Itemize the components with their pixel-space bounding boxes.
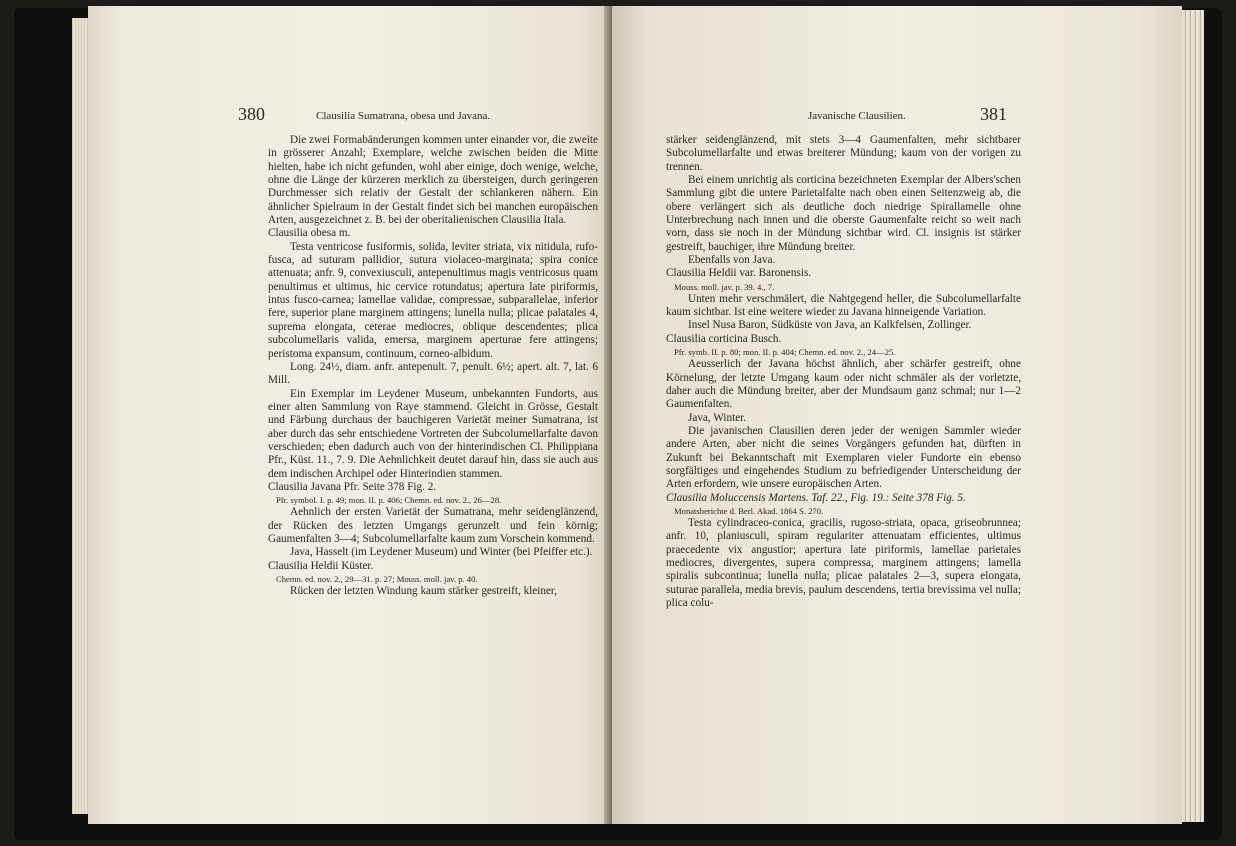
left-page-number: 380 (238, 104, 265, 124)
reference-line: Pfr. symb. II. p. 80; mon. II. p. 404; Chemn. ed. nov. 2., 24—25. (674, 347, 896, 358)
right-body-text (666, 134, 1021, 610)
paragraph: Testa cylindraceo-conica, gracilis, rugoso-striata, opaca, griseobrunnea; anfr. 10, planiusculi, spiram regulariter attenuatam efficientes, ultimus praecedente vix angustior; apertura late piriformis, lamellae parietales mediocres, divergentes, supera compressa, marginem attingens; lamella spiralis subcontinua; lunella nulla; plicae palatales 2—3, supera elongata, suturae parallela, media brevis, paulum descendens, tertia brevissima vel nulla; plica colu- (666, 516, 1021, 609)
species-heading: Clausilia Javana Pfr. Seite 378 Fig. 2. (268, 480, 437, 493)
left-body-text (268, 134, 598, 598)
right-running-head: Javanische Clausilien. (808, 110, 906, 122)
paragraph: Long. 24½, diam. anfr. antepenult. 7, penult. 6½; apert. alt. 7, lat. 6 Mill. (268, 360, 598, 387)
species-heading: Clausilia Moluccensis Martens. Taf. 22., Fig. 19.: Seite 378 Fig. 5. (666, 491, 966, 504)
reference-line: Chemn. ed. nov. 2., 29—31. p. 27; Mouss. moll. jav. p. 40. (276, 574, 478, 584)
paragraph: Insel Nusa Baron, Südküste von Java, an Kalkfelsen, Zollinger. (688, 319, 972, 332)
paragraph: Testa ventricose fusiformis, solida, leviter striata, vix nitidula, rufo-fusca, ad suturam pallidior, sutura violaceo-marginata; spira conice attenuata; anfr. 9, convexiusculi, antepenultimus magis ventricosus quam penultimus et ultimus, hic cervice rotundatus; apertura late piriformis, intus fusco-carnea; lamellae validae, compressae, subparallelae, inferior fere, superior plane marginem attingens; lunella nulla; plicae palatales 4, suprema elongata, ceterae mediocres, oblique descendentes; plica subcolumellaris valida, emersa, marginem aperturae fere attingens; peristoma expansum, continuum, corneo-albidum. (268, 240, 598, 360)
paragraph: Ein Exemplar im Leydener Museum, unbekannten Fundorts, aus einer alten Sammlung von Raye stammend. Gleicht in Grösse, Gestalt und Färbung durchaus der bauchigeren Varietät meiner Sumatrana, ist aber durch das sehr entschiedene Vortreten der Subcolumellarfalte davon verschieden; eben dadurch auch von der hinterindischen Cl. Philippiana Pfr., Küst. 11., 7. 9. Die Aehnlichkeit deutet darauf hin, dass sie auch aus dem indischen Archipel oder Hinterindien stammen. (268, 387, 598, 480)
reference-line: Pfr. symbol. I. p. 49; mon. II. p. 406; Chemn. ed. nov. 2., 26—28. (276, 495, 502, 506)
reference-line: Mouss. moll. jav. p. 39. 4., 7. (674, 281, 775, 292)
right-page-number: 381 (980, 104, 1007, 124)
paragraph: Die zwei Formabänderungen kommen unter einander vor, die zweite in grösserer Anzahl; Exemplare, welche zwischen beiden die Mitte hielten, habe ich nicht gefunden, wohl aber einige, doch wenige, welche, ohne die Länge der kürzeren merklich zu übersteigen, durch geringeren Durchmesser sich relativ der Gestalt der schlankeren nähern. Ein ähnlicher Spielraum in der Gestalt findet sich bei manchen europäischen Arten, ausgezeichnet z. B. bei der oberitalienischen Clausilia Itala. (268, 134, 598, 227)
paragraph: Bei einem unrichtig als corticina bezeichneten Exemplar der Albers'schen Sammlung gibt die untere Parietalfalte nach oben einen Seitenzweig ab, die obere verlängert sich als deutliche doch niedrige Spirallamelle ohne Unterbrechung nach innen und die oberste Gaumenfalte reicht so weit nach vorn, dass sie noch in der Mündung sichtbar wird. Cl. insignis ist stärker gestreift, bauchiger, ihre Mündung breiter. (666, 174, 1021, 253)
paragraph: Die javanischen Clausilien deren jeder der wenigen Sammler wieder andere Arten, aber nicht die seines Vorgängers gefunden hat, dürften in Zukunft bei Bekanntschaft mit Exemplaren vieler Fundorte ein ebenso sorgfältiges und eingehendes Studium zu befriedigender Unterscheidung der Arten erfordern, wie unsere europäischen Arten. (666, 424, 1021, 491)
left-running-head: Clausilia Sumatrana, obesa und Javana. (316, 110, 491, 122)
paragraph: Aehnlich der ersten Varietät der Sumatrana, mehr seidenglänzend, der Rücken des letzten Umgangs gerunzelt und fein körnig; Gaumenfalten 3—4; Subcolumellarfalte kaum zum Vorschein kommend. (268, 506, 598, 545)
species-heading: Clausilia obesa m. (268, 227, 351, 240)
paragraph: Rücken der letzten Windung kaum stärker gestreift, kleiner, (290, 585, 557, 597)
paragraph: Java, Hasselt (im Leydener Museum) und Winter (bei Pfeiffer etc.). (290, 546, 593, 559)
paragraph: stärker seidenglänzend, mit stets 3—4 Gaumenfalten, mehr sichtbarer Subcolumellarfalte und etwas breiterer Mündung; kaum von der vorigen zu trennen. (666, 134, 1021, 173)
right-page (612, 6, 1182, 824)
species-heading: Clausilia corticina Busch. (666, 332, 782, 345)
species-heading: Clausilia Heldii Küster. (268, 559, 374, 572)
paragraph: Java, Winter. (688, 411, 747, 424)
paragraph: Aeusserlich der Javana höchst ähnlich, aber schärfer gestreift, ohne Körnelung, der letzte Umgang kaum oder nicht schmäler als der vorletzte, daher auch die Mündung breiter, aber der Mundsaum ganz schmal; nur 1—2 Gaumenfalten. (666, 358, 1021, 411)
species-heading: Clausilia Heldii var. Baronensis. (666, 267, 812, 280)
reference-line: Monatsberichte d. Berl. Akad. 1864 S. 270. (674, 505, 824, 516)
paragraph: Unten mehr verschmälert, die Nahtgegend heller, die Subcolumellarfalte kaum sichtbar. Ist eine weitere wieder zu Javana hinneigende Variation. (666, 292, 1021, 319)
left-page (88, 6, 620, 824)
paragraph: Ebenfalls von Java. (688, 254, 776, 267)
